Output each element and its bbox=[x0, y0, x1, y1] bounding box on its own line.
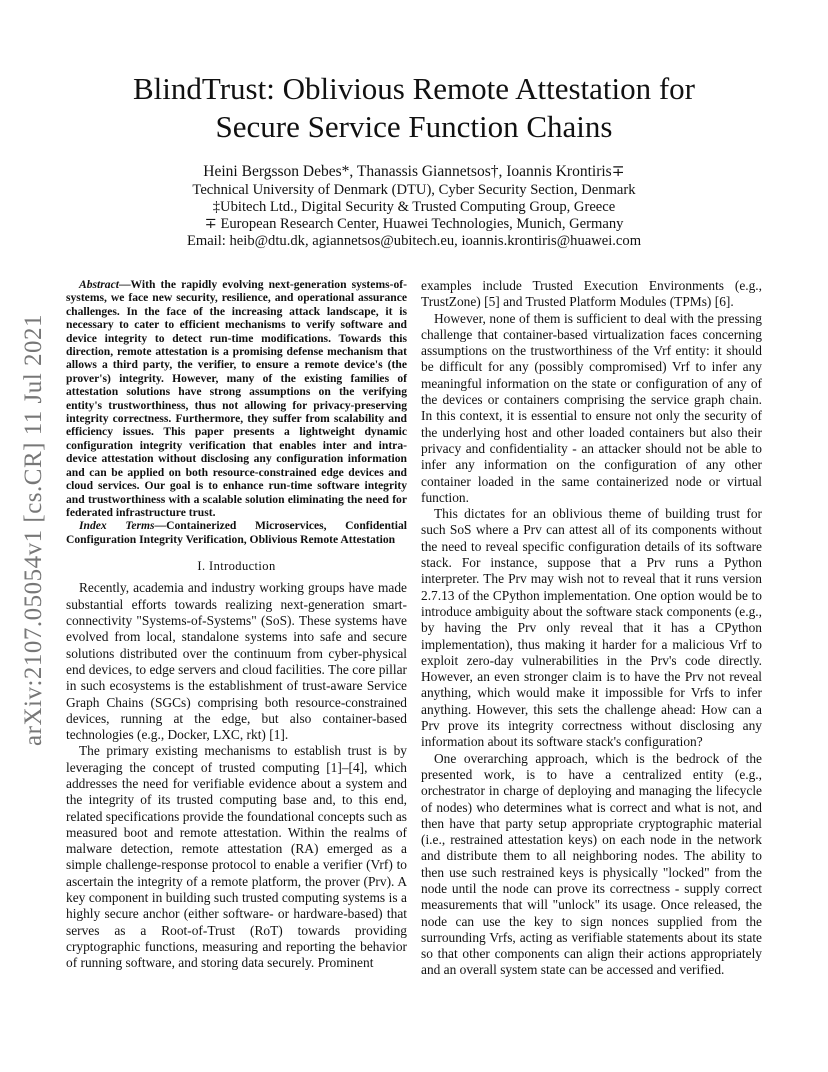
index-terms-text: —Containerized Microservices, Confidential Configuration Integrity Verification, Oblivious Remote Attestation bbox=[66, 519, 407, 546]
arxiv-identifier bbox=[14, 300, 54, 760]
left-column bbox=[66, 278, 407, 972]
index-terms bbox=[66, 519, 407, 546]
intro-paragraph-1: Recently, academia and industry working groups have made substantial efforts towards realizing next-generation smart-connectivity "Systems-of-Systems" (SoS). These systems have evolved from local, standalone systems into safe and secure solutions distributed over the continuum from cyber-physical end devices, to edge servers and cloud facilities. The core pillar in such ecosystems is the establishment of trust-aware Service Graph Chains (SGCs) comprising both resource-constrained devices, running at the edge, but also container-based technologies (e.g., Docker, LXC, rkt) [1]. bbox=[66, 580, 407, 743]
right-column bbox=[421, 278, 762, 979]
author-names: Heini Bergsson Debes*, Thanassis Giannetsos†, Ioannis Krontiris∓ bbox=[203, 163, 625, 180]
paper-title bbox=[70, 70, 758, 146]
abstract-text: —With the rapidly evolving next-generation systems-of-systems, we face new security, resilience, and operational assurance challenges. In the face of the increasing attack landscape, it is necessary to cater to efficient mechanisms to verify software and device integrity to detect run-time modifications. Towards this direction, remote attestation is a promising defense mechanism that allows a third party, the verifier, to ensure a remote device's (the prover's) integrity. However, many of the existing families of attestation solutions have strong assumptions on the verifying entity's trustworthiness, thus not allowing for privacy-preserving integrity correctness. Furthermore, they suffer from scalability and efficiency issues. This paper presents a lightweight dynamic configuration integrity verification that enables inter and intra-device attestation without disclosing any configuration information and can be applied on both resource-constrained edge devices and cloud services. Our goal is to enhance run-time software integrity and trustworthiness with a scalable solution eliminating the need for federated infrastructure trust. bbox=[66, 278, 407, 519]
right-paragraph-1: examples include Trusted Execution Environments (e.g., TrustZone) [5] and Trusted Platform Modules (TPMs) [6]. bbox=[421, 278, 762, 310]
author-block bbox=[70, 163, 758, 250]
index-terms-label: Index Terms bbox=[79, 519, 155, 533]
affiliation-ubitech: ‡Ubitech Ltd., Digital Security & Trusted Computing Group, Greece bbox=[212, 199, 616, 215]
title-line-2: Secure Service Function Chains bbox=[215, 109, 613, 144]
abstract-paragraph bbox=[66, 278, 407, 519]
affiliation-dtu: Technical University of Denmark (DTU), Cyber Security Section, Denmark bbox=[192, 182, 636, 198]
intro-paragraph-2: The primary existing mechanisms to establish trust is by leveraging the concept of trusted computing [1]–[4], which addresses the need for verifiable evidence about a system and the integrity of its trusted computing base and, to this end, related specifications provide the foundational concepts such as measured boot and remote attestation. Within the realms of malware detection, remote attestation (RA) emerged as a simple challenge-response protocol to enable a verifier (Vrf) to ascertain the integrity of a remote platform, the prover (Prv). A key component in building such trusted computing systems is a highly secure anchor (either software- or hardware-based) that serves as a Root-of-Trust (RoT) towards providing cryptographic functions, measuring and reporting the behavior of running software, and storing data securely. Prominent bbox=[66, 743, 407, 971]
title-line-1: BlindTrust: Oblivious Remote Attestation for bbox=[132, 71, 696, 106]
abstract bbox=[66, 278, 407, 546]
arxiv-id-text: arXiv:2107.05054v1 [cs.CR] 11 Jul 2021 bbox=[20, 314, 48, 746]
affiliation-huawei: ∓ European Research Center, Huawei Technologies, Munich, Germany bbox=[204, 216, 624, 232]
right-paragraph-2: However, none of them is sufficient to deal with the pressing challenge that container-based virtualization faces concerning assumptions on the trustworthiness of the Vrf entity: it should be difficult for any (possibly compromised) Vrf to infer any meaningful information on the state or configuration of any of the devices or containers comprising the service graph chain. In this context, it is essential to ensure not only the security of the underlying host and other loaded containers but also their privacy and confidentiality - an attacker should not be able to infer any information on the configuration of any other container loaded in the same containerized node or virtual function. bbox=[421, 310, 762, 505]
abstract-label: Abstract bbox=[79, 278, 119, 291]
right-paragraph-4: One overarching approach, which is the bedrock of the presented work, is to have a centralized entity (e.g., orchestrator in charge of deploying and managing the lifecycle of nodes) who determines what is correct and what is not, and then have that party setup appropriate cryptographic material (i.e., restrained attestation keys) on each node in the network and distribute them to all neighboring nodes. The ability to then use such restrained keys is physically "locked" from the node until the node can prove its correctness - supply correct measurements that will "unlock" its usage. Once released, the node can use the key to sign nonces supplied from the surrounding Vrfs, acting as verifiable statements about its state so that other components can align their actions appropriately and an overall system state can be accessed and verified. bbox=[421, 750, 762, 978]
section-heading-introduction: I. Introduction bbox=[197, 559, 276, 574]
author-emails: Email: heib@dtu.dk, agiannetsos@ubitech.eu, ioannis.krontiris@huawei.com bbox=[186, 233, 642, 249]
right-paragraph-3: This dictates for an oblivious theme of building trust for such SoS where a Prv can attest all of its components without the need to reveal specific configuration details of its software stack. For instance, suppose that a Prv runs a Python interpreter. The Prv may wish not to reveal that it runs version 2.7.13 of the CPython implementation. One option would be to introduce ambiguity about the software stack components (e.g., by having the Prv only reveal that it has a CPython implementation), thus making it harder for a malicious Vrf to exploit zero-day vulnerabilities in the Prv's code directly. However, an even stronger claim is to have the Prv not reveal anything, which would make it impossible for Vrfs to infer anything. However, this sets the challenge ahead: How can a Prv prove its integrity correctness without disclosing any information about its software stack's configuration? bbox=[421, 506, 762, 750]
